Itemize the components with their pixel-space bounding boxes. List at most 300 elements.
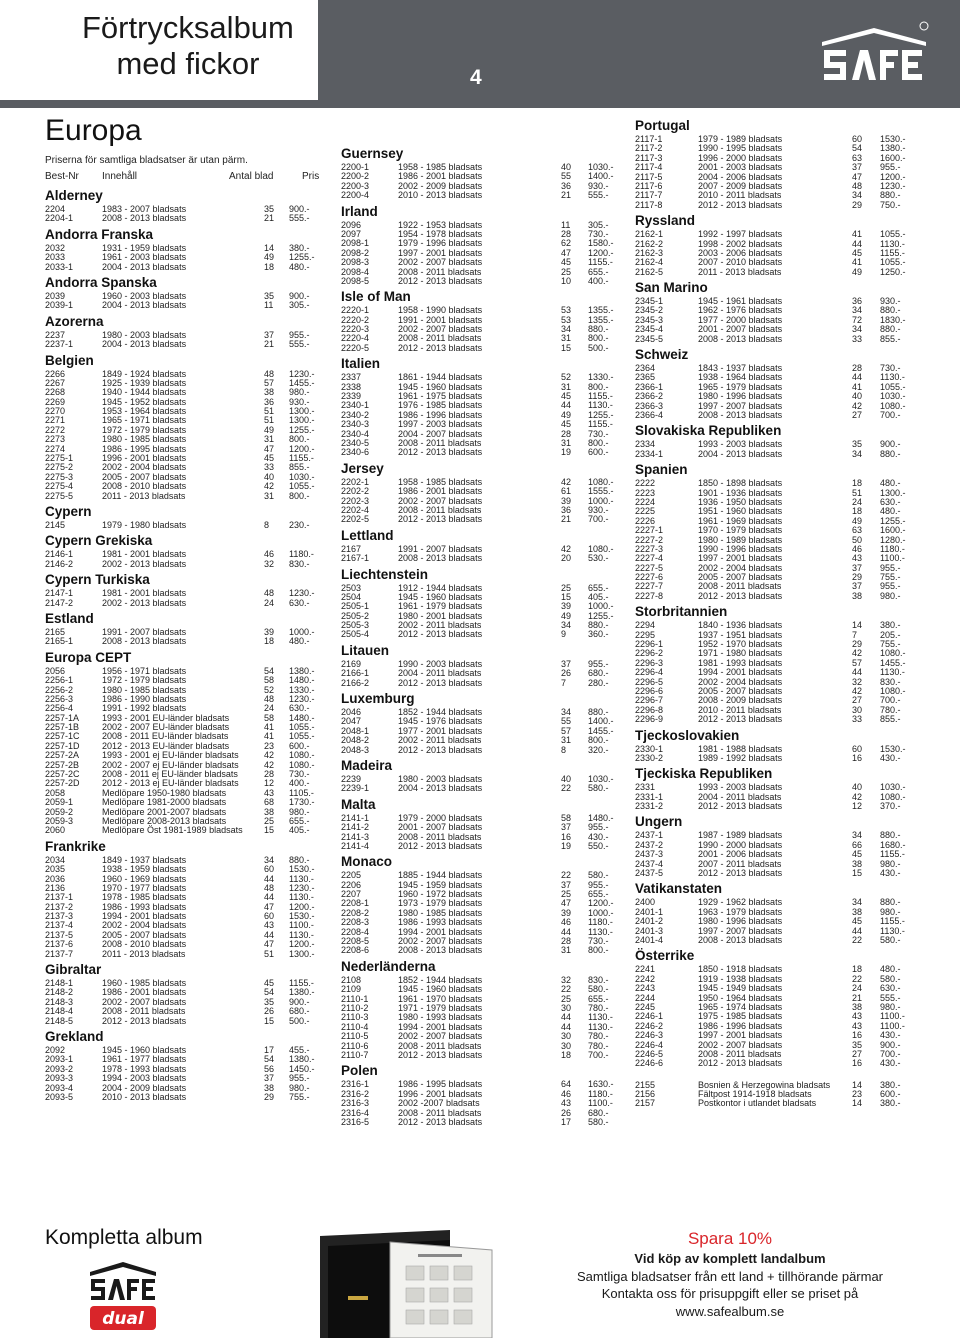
content: 1989 - 1992 bladsats — [698, 752, 783, 763]
order-number: 2245 — [635, 1001, 656, 1012]
content: 2002 - 2007 bladsats — [398, 936, 483, 947]
country-section — [635, 461, 915, 601]
sheet-count: 27 — [852, 409, 863, 420]
price-row — [635, 802, 915, 811]
content: 2008 - 2013 bladsats — [698, 333, 783, 344]
country-section — [635, 346, 915, 420]
sheet-count: 30 — [561, 1040, 572, 1051]
content: 1983 - 2007 bladsats — [102, 204, 187, 214]
sheet-count: 38 — [264, 806, 275, 817]
sheet-count: 41 — [852, 229, 863, 240]
order-number: 2207 — [341, 889, 362, 900]
sheet-count: 15 — [561, 591, 572, 602]
order-number: 2056 — [45, 665, 66, 676]
order-number: 2296-5 — [635, 676, 664, 687]
content: 1986 - 1995 bladsats — [398, 1079, 483, 1090]
price: 1400.- — [588, 716, 614, 727]
price: 230.- — [289, 519, 310, 530]
sheet-count: 43 — [852, 1011, 863, 1022]
country-section — [45, 1028, 325, 1102]
sheet-count: 29 — [852, 639, 863, 650]
sheet-count: 42 — [852, 648, 863, 659]
order-number: 2093-5 — [45, 1091, 74, 1102]
col-header-price: Pris — [302, 171, 320, 182]
price: 755.- — [289, 1091, 310, 1102]
order-number: 2257-1A — [45, 712, 80, 723]
country-title: Belgien — [45, 352, 94, 368]
price: 430.- — [880, 1058, 901, 1069]
country-title: Malta — [341, 796, 376, 812]
content: 1945 - 1960 bladsats — [398, 381, 483, 392]
sheet-count: 31 — [561, 945, 572, 956]
order-number: 2137-7 — [45, 948, 74, 959]
sheet-count: 40 — [852, 391, 863, 402]
order-number: 2400 — [635, 897, 656, 908]
order-number: 2200-3 — [341, 180, 370, 191]
order-number: 2340-5 — [341, 437, 370, 448]
content: 1987 - 1989 bladsats — [698, 830, 783, 841]
price-row — [45, 1017, 325, 1026]
order-number: 2246-1 — [635, 1011, 664, 1022]
price-row — [45, 826, 325, 835]
sheet-count: 17 — [264, 1045, 275, 1055]
content: 1990 - 2000 bladsats — [698, 839, 783, 850]
sheet-count: 24 — [264, 597, 275, 608]
content: 1986 - 1996 bladsats — [698, 1020, 783, 1031]
country-section — [45, 610, 325, 647]
price: 1055.- — [289, 481, 315, 492]
sheet-count: 29 — [852, 572, 863, 583]
sheet-count: 12 — [264, 778, 275, 789]
content: 1971 - 1979 bladsats — [398, 1003, 483, 1013]
sheet-count: 43 — [264, 920, 275, 931]
content: 1975 - 1985 bladsats — [698, 1011, 783, 1022]
order-number: 2257-2C — [45, 769, 80, 780]
order-number: 2246-6 — [635, 1058, 664, 1069]
sheet-count: 48 — [264, 588, 275, 599]
content: 2008 - 2011 bladsats — [398, 504, 482, 515]
sheet-count: 51 — [264, 948, 275, 959]
content: 2012 - 2013 bladsats — [398, 840, 483, 851]
order-number: 2272 — [45, 424, 66, 435]
title-line-2: med fickor — [116, 46, 260, 81]
sheet-count: 48 — [264, 368, 275, 379]
content: 2012 - 2013 bladsats — [398, 514, 483, 525]
content: 1965 - 1979 bladsats — [698, 381, 783, 392]
order-number: 2148-4 — [45, 1006, 74, 1017]
sheet-count: 16 — [852, 1030, 863, 1041]
order-number: 2117-5 — [635, 171, 663, 182]
order-number: 2241 — [635, 964, 656, 975]
order-number: 2147-2 — [45, 597, 74, 608]
content: 2004 - 2013 bladsats — [398, 783, 483, 794]
order-number: 2146-1 — [45, 549, 74, 560]
order-number: 2275-5 — [45, 490, 74, 501]
country-section — [341, 1062, 621, 1127]
order-number: 2048-2 — [341, 735, 370, 746]
content: 2012 - 2013 bladsats — [398, 1049, 483, 1060]
price: 1630.- — [588, 1079, 614, 1090]
content: 2002 - 2004 bladsats — [698, 562, 783, 573]
promo-box — [540, 1228, 920, 1321]
order-number: 2097 — [341, 228, 362, 239]
sheet-count: 37 — [561, 879, 572, 890]
sheet-count: 40 — [561, 162, 572, 172]
content: 1953 - 1964 bladsats — [102, 406, 187, 417]
content: 1885 - 1944 bladsats — [398, 870, 483, 881]
content: 2008 - 2011 bladsats — [398, 831, 482, 842]
order-number: 2093-2 — [45, 1063, 74, 1074]
price: 980.- — [289, 1082, 310, 1093]
sheet-count: 60 — [852, 134, 863, 144]
price-row — [45, 521, 325, 530]
country-section — [341, 355, 621, 458]
content: 2002 - 2007 bladsats — [398, 324, 483, 335]
content: 2001 - 2007 bladsats — [698, 324, 783, 335]
sheet-count: 39 — [561, 907, 572, 918]
price: 1055.- — [880, 381, 906, 392]
price: 1030.- — [880, 391, 906, 402]
sheet-count: 19 — [561, 447, 572, 458]
price: 1180.- — [588, 917, 613, 928]
sheet-count: 45 — [561, 419, 572, 430]
content: 1850 - 1898 bladsats — [698, 478, 783, 489]
sheet-count: 35 — [852, 439, 863, 450]
content: 1980 - 1996 bladsats — [698, 916, 783, 927]
order-number: 2275-2 — [45, 462, 74, 473]
price: 580.- — [880, 935, 901, 945]
sheet-count: 33 — [852, 333, 863, 344]
sheet-count: 40 — [852, 782, 863, 793]
price: 1455.- — [588, 725, 614, 736]
content: 1980 - 2003 bladsats — [102, 329, 187, 340]
content: 1973 - 1979 bladsats — [398, 898, 483, 909]
sheet-count: 51 — [264, 415, 275, 426]
content: 1956 - 1971 bladsats — [102, 665, 187, 676]
order-number: 2345-4 — [635, 324, 664, 335]
content: 1981 - 2001 bladsats — [102, 549, 187, 560]
price: 655.- — [289, 815, 310, 826]
sheet-count: 24 — [852, 983, 863, 994]
order-number: 2137-6 — [45, 939, 74, 950]
sheet-count: 45 — [264, 978, 275, 989]
order-number: 2162-5 — [635, 266, 664, 277]
content: 2008 - 2011 bladsats — [398, 266, 482, 277]
price-row — [635, 411, 915, 420]
price: 430.- — [588, 831, 609, 842]
order-number: 2257-1D — [45, 740, 80, 751]
country-section — [635, 603, 915, 724]
order-number: 2366-1 — [635, 381, 664, 392]
promo-headline: Vid köp av komplett landalbum — [634, 1251, 826, 1266]
content: 1980 - 2001 bladsats — [398, 610, 483, 621]
content: 1931 - 1959 bladsats — [102, 242, 187, 253]
country-section — [341, 642, 621, 688]
content: 2012 - 2013 bladsats — [398, 447, 483, 458]
content: 1849 - 1924 bladsats — [102, 368, 187, 379]
country-title: Liechtenstein — [341, 566, 429, 582]
country-section — [341, 958, 621, 1061]
country-title: Grekland — [45, 1029, 104, 1044]
content: 2012 - 2013 bladsats — [698, 1058, 783, 1069]
price: 1130.- — [588, 926, 613, 937]
order-number: 2117-8 — [635, 199, 663, 210]
price: 480.- — [880, 506, 901, 517]
country-section — [635, 947, 915, 1068]
content: 1922 - 1953 bladsats — [398, 219, 483, 230]
order-number: 2137-1 — [45, 892, 74, 903]
price: 955.- — [289, 329, 310, 340]
order-number: 2316-3 — [341, 1098, 370, 1109]
price-row — [45, 482, 325, 491]
price: 1080.- — [289, 750, 315, 761]
content: 2004 - 2009 bladsats — [102, 1082, 187, 1093]
price: 1300.- — [289, 415, 315, 426]
price: 800.- — [588, 945, 609, 956]
price-row — [341, 497, 621, 506]
price: 1230.- — [289, 368, 315, 379]
sheet-count: 57 — [264, 377, 275, 388]
content: 1993 - 2001 ej EU-länder bladsats — [102, 750, 239, 761]
content: 1978 - 1993 bladsats — [102, 1063, 187, 1074]
price: 955.- — [588, 658, 609, 669]
order-number: 2330-2 — [635, 752, 664, 763]
content: 1986 - 2001 bladsats — [398, 171, 483, 182]
sheet-count: 27 — [852, 1048, 863, 1059]
price: 555.- — [880, 992, 901, 1003]
country-title: Azorerna — [45, 313, 104, 329]
price: 580.- — [588, 984, 609, 995]
content: 1971 - 1980 bladsats — [698, 648, 783, 659]
order-number: 2437-3 — [635, 849, 664, 860]
sheet-count: 53 — [561, 314, 572, 325]
order-number: 2227-6 — [635, 572, 664, 583]
content: 2011 - 2013 bladsats — [102, 490, 186, 501]
price: 880.- — [880, 305, 901, 316]
country-title: San Marino — [635, 280, 708, 296]
order-number: 2227-1 — [635, 525, 664, 536]
price-row — [45, 599, 325, 608]
price: 730.- — [588, 936, 609, 947]
content: 1965 - 1974 bladsats — [698, 1001, 783, 1012]
price-row — [341, 784, 621, 793]
sheet-count: 55 — [561, 716, 572, 727]
order-number: 2110-6 — [341, 1040, 369, 1051]
order-number: 2316-1 — [341, 1079, 370, 1090]
price: 1200.- — [588, 247, 614, 258]
price: 630.- — [880, 983, 901, 994]
country-title: Österrike — [635, 948, 695, 964]
sheet-count: 68 — [264, 797, 275, 808]
order-number: 2109 — [341, 984, 362, 995]
price-row — [45, 492, 325, 501]
price: 630.- — [289, 703, 310, 714]
order-number: 2048-3 — [341, 744, 370, 755]
order-number: 2110-1 — [341, 993, 369, 1004]
sheet-count: 38 — [852, 590, 863, 601]
price: 730.- — [588, 428, 609, 439]
price: 555.- — [289, 213, 310, 224]
order-number: 2157 — [635, 1098, 656, 1109]
price: 1380.- — [880, 143, 906, 154]
order-number: 2345-3 — [635, 314, 664, 325]
sheet-count: 34 — [561, 620, 572, 631]
content: 2012 - 2013 bladsats — [398, 744, 483, 755]
price-row — [635, 869, 915, 878]
order-number: 2169 — [341, 658, 362, 669]
content: 1938 - 1959 bladsats — [102, 864, 187, 875]
order-number: 2148-1 — [45, 978, 74, 989]
content: 1950 - 1964 bladsats — [698, 992, 783, 1003]
price-row — [341, 1118, 621, 1127]
sheet-count: 33 — [264, 462, 275, 473]
price: 1200.- — [289, 901, 315, 912]
content: 1843 - 1937 bladsats — [698, 363, 783, 374]
sheet-count: 31 — [264, 434, 275, 445]
content: 1996 - 2000 bladsats — [698, 152, 783, 163]
price-row — [635, 1059, 915, 1068]
order-number: 2296-2 — [635, 648, 664, 659]
price-note: Priserna för samtliga bladsatser är utan pärm. — [45, 155, 248, 166]
price: 1130.- — [880, 372, 905, 383]
price: 1030.- — [588, 162, 614, 172]
content: 1961 - 1979 bladsats — [398, 601, 483, 612]
price: 1055.- — [880, 229, 906, 240]
content: 1998 - 2002 bladsats — [698, 238, 783, 249]
price: 655.- — [588, 266, 609, 277]
sheet-count: 57 — [561, 725, 572, 736]
content: 1945 - 1961 bladsats — [698, 296, 783, 307]
content: 1919 - 1938 bladsats — [698, 973, 783, 984]
content: 1986 - 2001 bladsats — [102, 987, 187, 998]
order-number: 2275-4 — [45, 481, 74, 492]
content: 2012 - 2013 bladsats — [398, 275, 483, 286]
sheet-count: 31 — [561, 735, 572, 746]
sheet-count: 47 — [561, 247, 572, 258]
order-number: 2340-2 — [341, 409, 370, 420]
price: 1155.- — [880, 849, 905, 860]
price: 1130.- — [880, 238, 905, 249]
content: 1945 - 1976 bladsats — [398, 716, 483, 727]
order-number: 2334 — [635, 439, 656, 450]
price: 1380.- — [289, 665, 315, 676]
price: 555.- — [289, 339, 310, 350]
content: 2002 - 2009 bladsats — [398, 180, 483, 191]
price: 1080.- — [880, 400, 906, 411]
price-row — [635, 335, 915, 344]
order-number: 2059-3 — [45, 815, 74, 826]
sheet-count: 7 — [852, 629, 858, 640]
country-section — [635, 880, 915, 945]
content: 1991 - 2001 bladsats — [398, 314, 483, 325]
price: 930.- — [880, 296, 901, 307]
content: 1981 - 1993 bladsats — [698, 657, 783, 668]
order-number: 2165-1 — [45, 636, 74, 647]
content: 2002 - 2004 bladsats — [102, 462, 187, 473]
order-number: 2048-1 — [341, 725, 370, 736]
sheet-count: 49 — [561, 610, 572, 621]
sheet-count: 60 — [264, 911, 275, 922]
sheet-count: 34 — [852, 324, 863, 335]
order-number: 2227-7 — [635, 581, 664, 592]
price: 630.- — [289, 597, 310, 608]
order-number: 2137-2 — [45, 901, 74, 912]
country-title: Madeira — [341, 757, 393, 773]
content: 1979 - 1980 bladsats — [102, 519, 187, 530]
order-number: 2257-2D — [45, 778, 80, 789]
content: 1958 - 1985 bladsats — [398, 476, 483, 487]
sheet-count: 54 — [264, 987, 275, 998]
country-title: Vatikanstaten — [635, 881, 723, 897]
country-section — [635, 813, 915, 878]
content: 2008 - 2013 bladsats — [698, 409, 783, 420]
price-row — [341, 612, 621, 621]
order-number: 2162-1 — [635, 229, 664, 240]
sheet-count: 37 — [264, 329, 275, 340]
col-header-content: Innehåll — [102, 171, 138, 182]
sheet-count: 18 — [264, 261, 275, 272]
sheet-count: 10 — [561, 275, 572, 286]
sheet-count: 44 — [264, 873, 275, 884]
price: 700.- — [588, 1049, 609, 1060]
content: 2012 - 2013 bladsats — [102, 1015, 187, 1026]
sheet-count: 25 — [561, 266, 572, 277]
content: 1994 - 2003 bladsats — [102, 1073, 187, 1084]
price: 880.- — [880, 190, 901, 201]
sheet-count: 46 — [264, 549, 275, 560]
price: 1030.- — [880, 782, 906, 793]
country-title: Guernsey — [341, 146, 404, 161]
sheet-count: 63 — [852, 152, 863, 163]
price-row — [635, 592, 915, 601]
column-left — [45, 185, 325, 1102]
price: 630.- — [880, 496, 901, 507]
content: 1958 - 1985 bladsats — [398, 162, 483, 172]
country-section — [45, 187, 325, 224]
price-row — [341, 823, 621, 832]
website-link[interactable]: www.safealbum.se — [675, 1304, 785, 1319]
content: 2002 - 2007 bladsats — [398, 495, 483, 506]
order-number: 2202-2 — [341, 486, 370, 497]
price: 1600.- — [880, 152, 906, 163]
order-number: 2401-2 — [635, 916, 664, 927]
sheet-count: 27 — [852, 695, 863, 706]
price: 430.- — [880, 752, 901, 763]
content: 2011 - 2013 bladsats — [698, 266, 782, 277]
order-number: 2345-1 — [635, 296, 664, 307]
content: 1979 - 1996 bladsats — [398, 238, 483, 249]
order-number: 2155 — [635, 1079, 656, 1090]
price: 855.- — [880, 333, 901, 344]
sheet-count: 14 — [852, 1079, 863, 1090]
order-number: 2033-1 — [45, 261, 74, 272]
sheet-count: 66 — [852, 839, 863, 850]
country-section — [635, 1069, 915, 1109]
price: 730.- — [880, 363, 901, 374]
order-number: 2275-3 — [45, 471, 74, 482]
sheet-count: 21 — [561, 514, 572, 525]
country-title: Storbritannien — [635, 604, 728, 620]
sheet-count: 12 — [852, 801, 863, 812]
sheet-count: 63 — [852, 525, 863, 536]
price: 360.- — [588, 629, 609, 640]
section-heading: Europa — [45, 114, 142, 147]
sheet-count: 56 — [264, 1063, 275, 1074]
price: 1355.- — [588, 314, 614, 325]
content: 2008 - 2011 EU-länder bladsats — [102, 731, 229, 742]
content: 2002 - 2007 bladsats — [398, 1031, 483, 1042]
sheet-count: 36 — [561, 504, 572, 515]
